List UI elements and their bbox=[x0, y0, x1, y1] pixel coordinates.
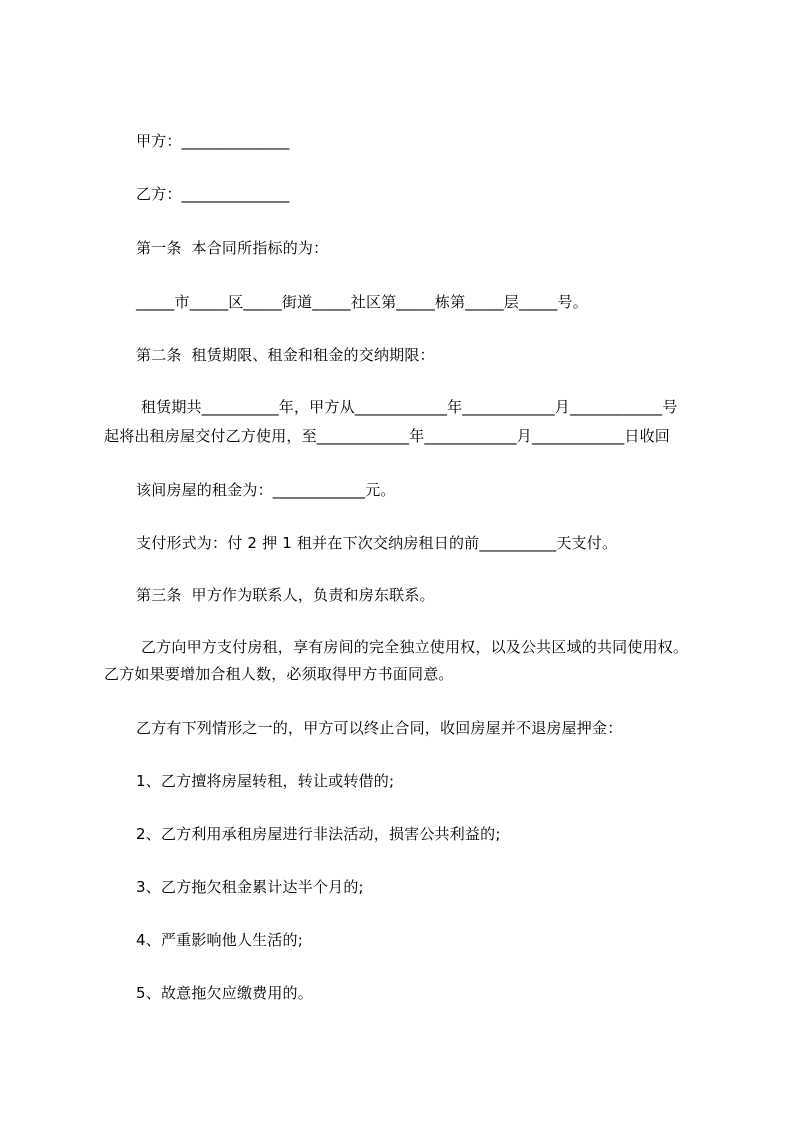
party-a-line: 甲方：______________ bbox=[136, 132, 290, 150]
usage-rights-continuation: 乙方如果要增加合租人数，必须取得甲方书面同意。 bbox=[104, 665, 454, 683]
payment-method-line: 支付形式为：付 2 押 1 租并在下次交纳房租日的前__________天支付。 bbox=[136, 534, 618, 552]
party-b-line: 乙方：______________ bbox=[136, 185, 290, 203]
termination-item-4: 4、严重影响他人生活的; bbox=[136, 931, 303, 949]
property-address-line: _____市_____区_____街道_____社区第_____栋第_____层_____号。 bbox=[136, 293, 588, 311]
article-two-heading: 第二条 租赁期限、租金和租金的交纳期限： bbox=[136, 346, 435, 364]
usage-rights-line: 乙方向甲方支付房租，享有房间的完全独立使用权，以及公共区域的共同使用权。 bbox=[136, 638, 689, 656]
termination-item-2: 2、乙方利用承租房屋进行非法活动，损害公共利益的; bbox=[136, 825, 501, 843]
termination-item-1: 1、乙方擅将房屋转租，转让或转借的; bbox=[136, 772, 395, 790]
article-one-heading: 第一条 本合同所指标的为： bbox=[136, 239, 329, 257]
lease-term-line: 租赁期共__________年，甲方从____________年____________月____________号 bbox=[136, 398, 678, 416]
lease-term-continuation: 起将出租房屋交付乙方使用，至____________年____________月____________日收回 bbox=[104, 427, 671, 445]
termination-conditions-intro: 乙方有下列情形之一的，甲方可以终止合同，收回房屋并不退房屋押金： bbox=[136, 719, 623, 737]
termination-item-3: 3、乙方拖欠租金累计达半个月的; bbox=[136, 878, 364, 896]
rent-amount-line: 该间房屋的租金为：____________元。 bbox=[136, 481, 396, 499]
article-three-heading: 第三条 甲方作为联系人，负责和房东联系。 bbox=[136, 586, 435, 604]
termination-item-5: 5、故意拖欠应缴费用的。 bbox=[136, 984, 313, 1002]
